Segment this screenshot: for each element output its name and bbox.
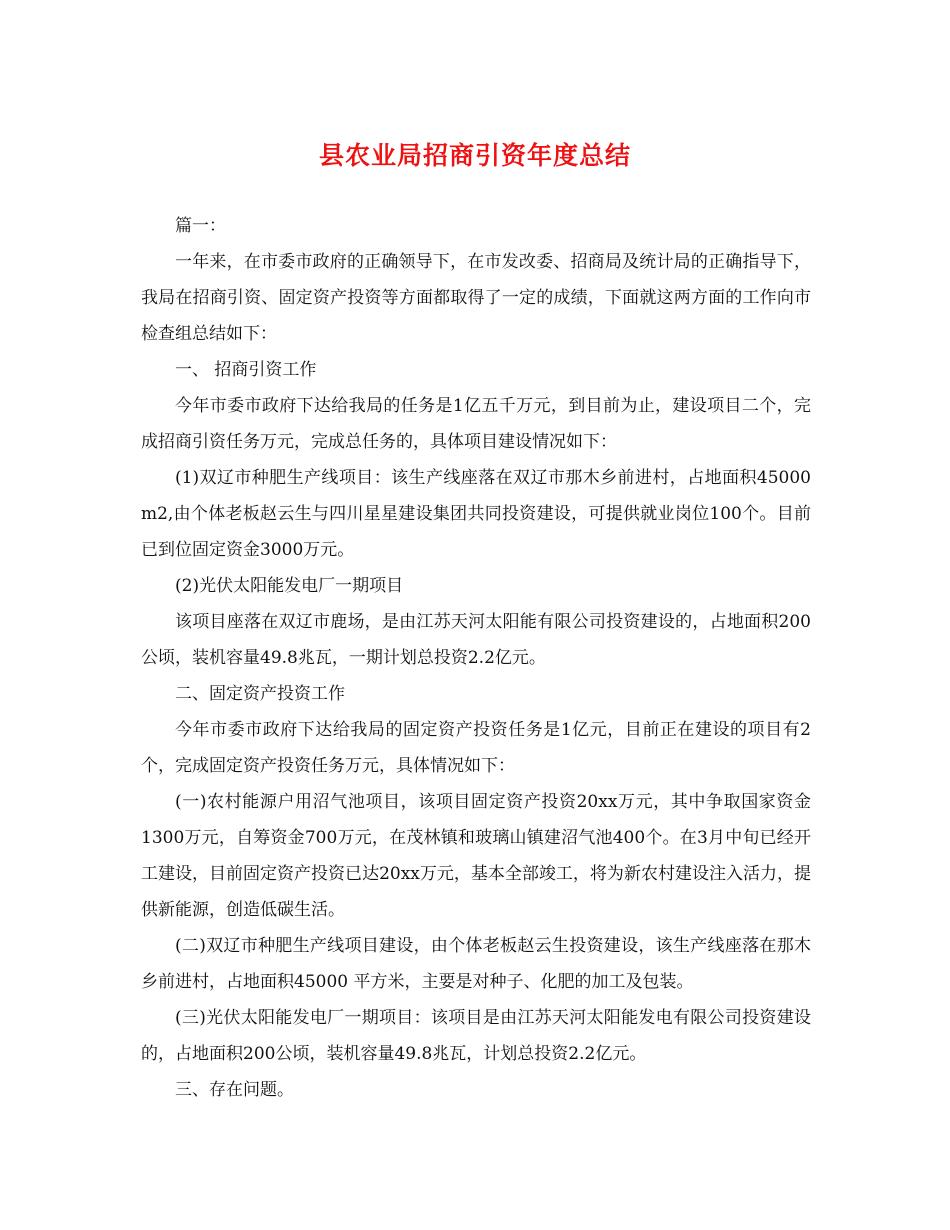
document-body [141, 208, 811, 1108]
paragraph-fertilizer-line: (二)双辽市种肥生产线项目建设，由个体老板赵云生投资建设，该生产线座落在那木乡前进村，占地面积45000 平方米，主要是对种子、化肥的加工及包装。 [141, 936, 811, 992]
heading-investment-attraction: 一、 招商引资工作 [175, 360, 317, 380]
paragraph-project-solar-heading: (2)光伏太阳能发电厂一期项目 [175, 576, 404, 596]
paragraph-biogas-project: (一)农村能源户用沼气池项目，该项目固定资产投资20xx万元，其中争取国家资金1300万元，自筹资金700万元，在茂林镇和玻璃山镇建沼气池400个。在3月中旬已经开工建设，目前固定资产投资已达20xx万元，基本全部竣工，将为新农村建设注入活力，提供新能源，创造低碳生活。 [141, 792, 811, 920]
paragraph-solar-plant: (三)光伏太阳能发电厂一期项目：该项目是由江苏天河太阳能发电有限公司投资建设的，占地面积200公顷，装机容量49.8兆瓦，计划总投资2.2亿元。 [141, 1008, 811, 1064]
document-title: 县农业局招商引资年度总结 [318, 141, 631, 170]
paragraph-attraction-task: 今年市委市政府下达给我局的任务是1亿五千万元，到目前为止，建设项目二个，完成招商引资任务万元，完成总任务的，具体项目建设情况如下： [141, 396, 811, 452]
paragraph-section-label: 篇一： [175, 216, 226, 236]
paragraph-project-solar-detail: 该项目座落在双辽市鹿场，是由江苏天河太阳能有限公司投资建设的，占地面积200公顷，装机容量49.8兆瓦，一期计划总投资2.2亿元。 [141, 612, 811, 668]
paragraph-intro: 一年来，在市委市政府的正确领导下，在市发改委、招商局及统计局的正确指导下，我局在招商引资、固定资产投资等方面都取得了一定的成绩，下面就这两方面的工作向市检查组总结如下： [141, 252, 811, 344]
heading-existing-problems: 三、存在问题。 [175, 1080, 294, 1100]
paragraph-project-fertilizer: (1)双辽市种肥生产线项目：该生产线座落在双辽市那木乡前进村，占地面积45000 m2,由个体老板赵云生与四川星星建设集团共同投资建设，可提供就业岗位100个。目前已到位固定资金3000万元。 [141, 468, 811, 560]
heading-fixed-asset-investment: 二、固定资产投资工作 [175, 684, 345, 704]
paragraph-fixed-asset-task: 今年市委市政府下达给我局的固定资产投资任务是1亿元，目前正在建设的项目有2个，完成固定资产投资任务万元，具体情况如下： [141, 720, 811, 776]
